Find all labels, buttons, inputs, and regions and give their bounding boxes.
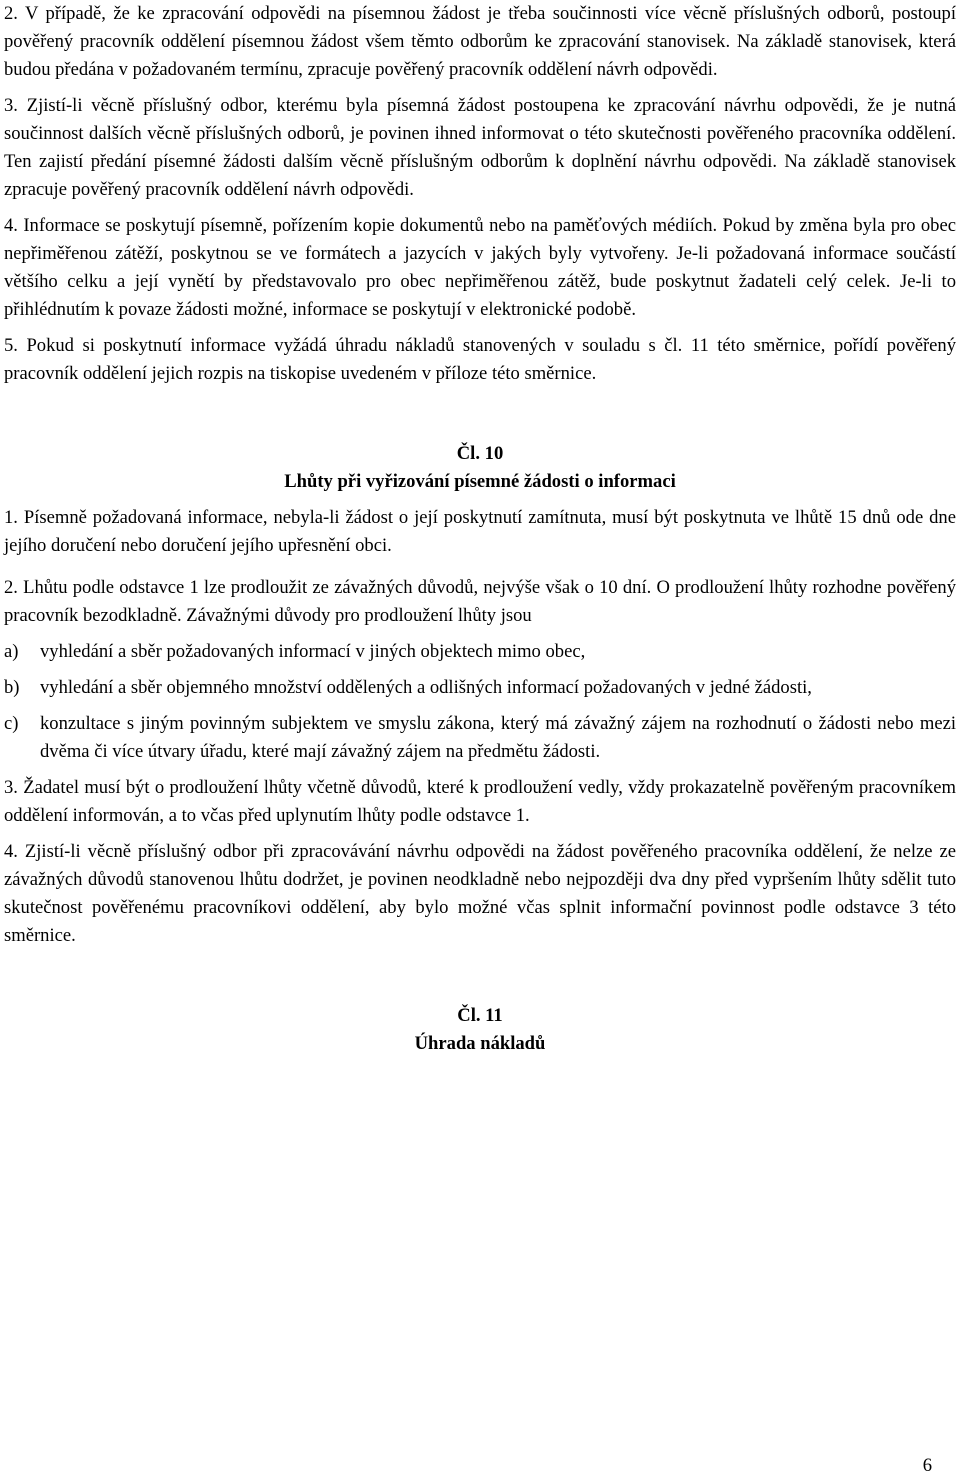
article-11-title: Úhrada nákladů xyxy=(414,1033,546,1054)
reason-label: a) xyxy=(4,641,19,662)
article-10-number: Čl. 10 xyxy=(456,443,504,464)
page-number: 6 xyxy=(922,1455,932,1476)
article-11-number: Čl. 11 xyxy=(457,1005,503,1026)
paragraph-5: 5. Pokud si poskytnutí informace vyžádá úhradu nákladů stanovených v souladu s čl. 11 této směrnice, pořídí pověřený pracovník oddělení jejich rozpis na tiskopise uvedeném v příloze této směrnice. xyxy=(4,335,956,384)
reason-item-b xyxy=(4,674,956,702)
article-10-title: Lhůty při vyřizování písemné žádosti o informaci xyxy=(284,471,676,492)
reason-item-a xyxy=(4,638,956,666)
article-10-paragraph-1: 1. Písemně požadovaná informace, nebyla-li žádost o její poskytnutí zamítnuta, musí být poskytnuta ve lhůtě 15 dnů ode dne jejího doručení nebo doručení jejího upřesnění obci. xyxy=(4,507,956,556)
reason-text: vyhledání a sběr požadovaných informací v jiných objektech mimo obec, xyxy=(40,641,586,662)
paragraph-3: 3. Zjistí-li věcně příslušný odbor, kterému byla písemná žádost postoupena ke zpracování návrhu odpovědi, že je nutná součinnost dalších věcně příslušných odborů, je povinen ihned informovat o této skutečnosti pověřeného pracovníka oddělení. Ten zajistí předání písemné žádosti dalším věcně příslušným odborům k doplnění návrhu odpovědi. Na základě stanovisek zpracuje pověřený pracovník oddělení návrh odpovědi. xyxy=(4,95,956,200)
reason-item-c xyxy=(4,710,956,766)
reason-label: b) xyxy=(4,677,20,698)
paragraph-4: 4. Informace se poskytují písemně, pořízením kopie dokumentů nebo na paměťových médiích. Pokud by změna byla pro obec nepřiměřenou zátěží, poskytnou se ve formátech a jazycích v jakých byly vytvořeny. Je-li požadovaná informace součástí většího celku a její vynětí by představovalo pro obec nepřiměřenou zátěž, bude poskytnut žadateli celý celek. Je-li to přihlédnutím k povaze žádosti možné, informace se poskytují v elektronické podobě. xyxy=(4,215,956,320)
reason-text: konzultace s jiným povinným subjektem ve smyslu zákona, který má závažný zájem na rozhodnutí o žádosti nebo mezi dvěma či více útvary úřadu, které mají závažný zájem na předmětu žádosti. xyxy=(40,713,956,762)
reason-text: vyhledání a sběr objemného množství oddělených a odlišných informací požadovaných v jedné žádosti, xyxy=(40,677,812,698)
article-10-paragraph-4: 4. Zjistí-li věcně příslušný odbor při zpracovávání návrhu odpovědi na žádost pověřeného pracovníka oddělení, že nelze ze závažných důvodů stanovenou lhůtu dodržet, je povinen neodkladně nebo nejpozději dva dny před vypršením lhůty sdělit tuto skutečnost pověřenému pracovníkovi oddělení, aby bylo možné včas splnit informační povinnost podle odstavce 3 této směrnice. xyxy=(4,841,956,946)
paragraph-2: 2. V případě, že ke zpracování odpovědi na písemnou žádost je třeba součinnosti více věcně příslušných odborů, postoupí pověřený pracovník oddělení písemnou žádost všem těmto odborům ke zpracování stanovisek. Na základě stanovisek, která budou předána v požadovaném termínu, zpracuje pověřený pracovník oddělení návrh odpovědi. xyxy=(4,3,956,80)
reason-label: c) xyxy=(4,713,19,734)
article-10-paragraph-2: 2. Lhůtu podle odstavce 1 lze prodloužit ze závažných důvodů, nejvýše však o 10 dní. O prodloužení lhůty rozhodne pověřený pracovník bezodkladně. Závažnými důvody pro prodloužení lhůty jsou xyxy=(4,577,956,626)
article-10-paragraph-3: 3. Žadatel musí být o prodloužení lhůty včetně důvodů, které k prodloužení vedly, vždy prokazatelně pověřeným pracovníkem oddělení informován, a to včas před uplynutím lhůty podle odstavce 1. xyxy=(4,777,956,826)
